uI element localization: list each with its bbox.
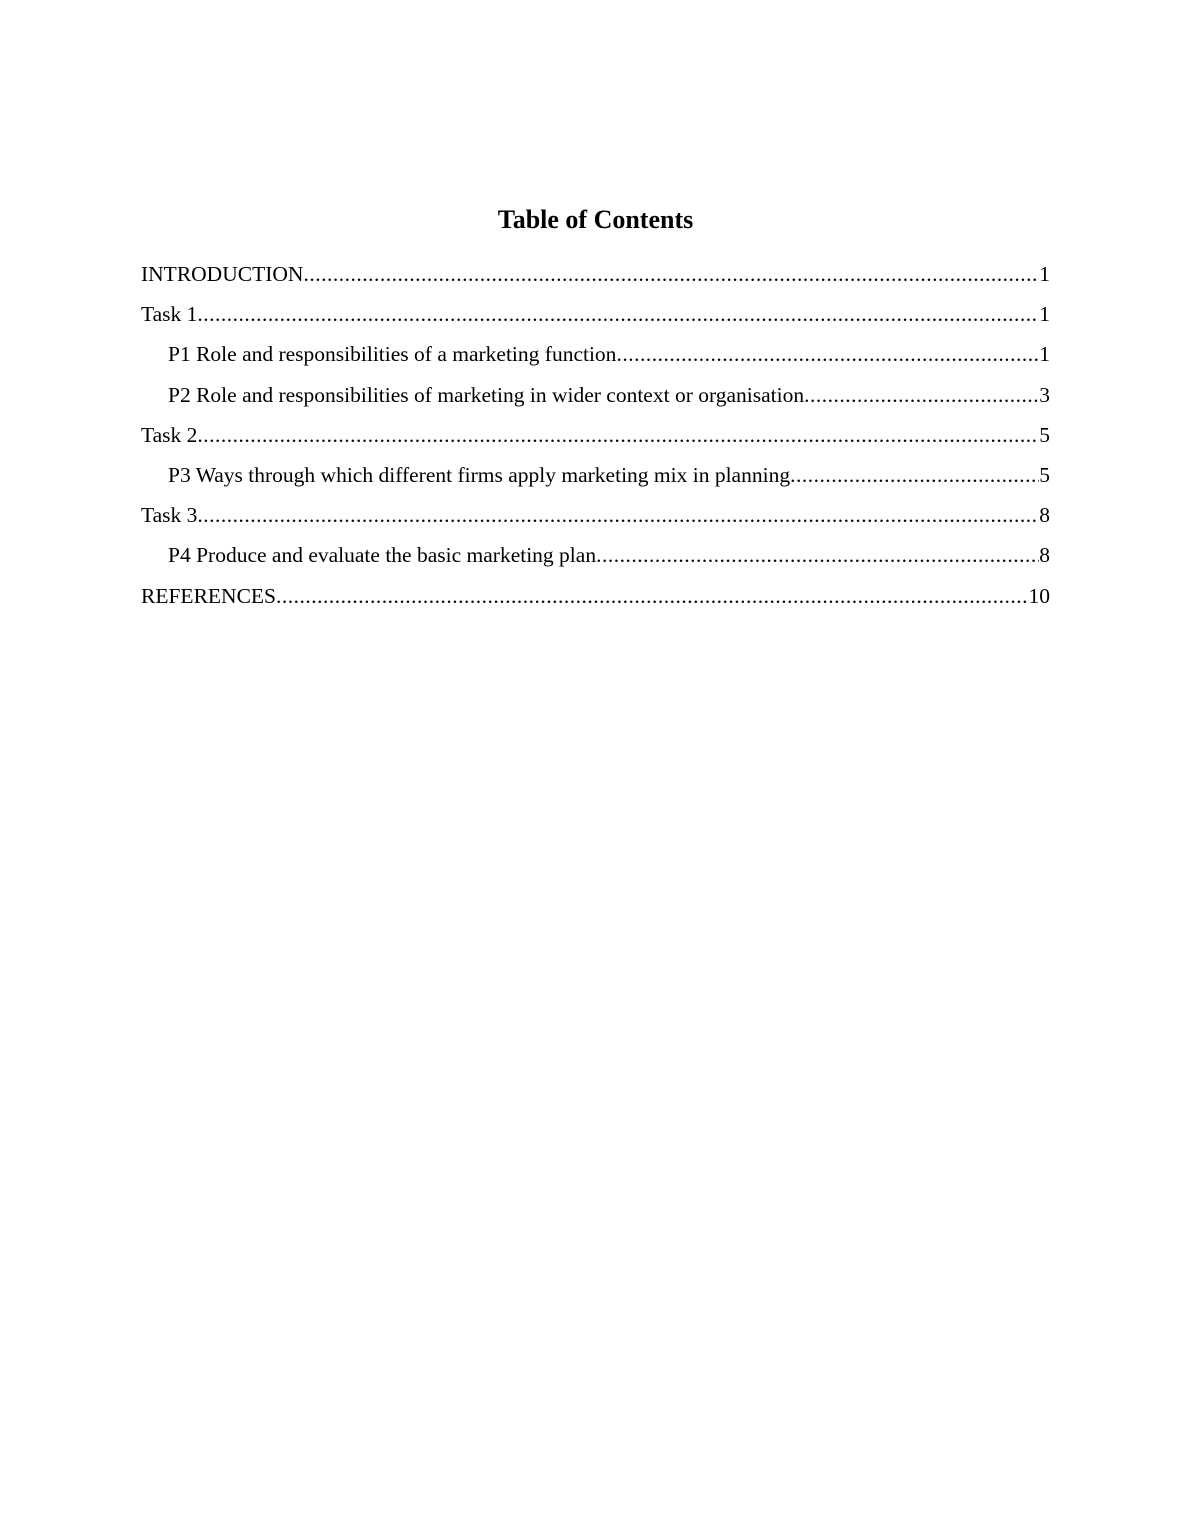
table-of-contents xyxy=(141,198,1050,616)
toc-dot-leader xyxy=(303,254,1039,294)
toc-entry-label: Task 1 xyxy=(141,302,198,327)
toc-dot-leader xyxy=(197,415,1039,455)
toc-entry-task-2[interactable] xyxy=(141,415,1050,455)
toc-entry-introduction[interactable] xyxy=(141,254,1050,294)
toc-page-number: 5 xyxy=(1039,422,1050,447)
toc-entry-label: Task 2 xyxy=(141,422,198,447)
toc-entry-label: REFERENCES xyxy=(141,583,276,608)
toc-title: Table of Contents xyxy=(497,205,694,234)
toc-entry-label: P2 Role and responsibilities of marketing in wider context or organisation xyxy=(168,382,805,407)
toc-dot-leader xyxy=(804,375,1039,415)
toc-entry-label: INTRODUCTION xyxy=(141,262,304,286)
toc-dot-leader xyxy=(596,535,1039,575)
toc-entry-task-3[interactable] xyxy=(141,495,1050,535)
toc-entry-p1[interactable] xyxy=(141,334,1050,374)
toc-entry-label: P4 Produce and evaluate the basic marketing plan xyxy=(168,543,597,568)
toc-page-number: 1 xyxy=(1039,342,1050,367)
toc-entry-label: Task 3 xyxy=(141,503,198,528)
toc-dot-leader xyxy=(197,294,1039,334)
toc-dot-leader xyxy=(276,576,1029,616)
toc-page-number: 5 xyxy=(1039,462,1050,487)
toc-list xyxy=(141,254,1050,616)
toc-entry-references[interactable] xyxy=(141,576,1050,616)
toc-page-number: 1 xyxy=(1039,302,1050,327)
toc-page-number: 10 xyxy=(1028,583,1050,608)
toc-dot-leader xyxy=(790,455,1039,495)
toc-entry-label: P1 Role and responsibilities of a marketing function xyxy=(168,342,617,367)
toc-page-number: 8 xyxy=(1039,503,1050,528)
toc-entry-p4[interactable] xyxy=(141,535,1050,575)
toc-entry-p2[interactable] xyxy=(141,375,1050,415)
toc-page-number: 8 xyxy=(1039,543,1050,568)
toc-entry-p3[interactable] xyxy=(141,455,1050,495)
toc-entry-task-1[interactable] xyxy=(141,294,1050,334)
toc-entry-label: P3 Ways through which different firms apply marketing mix in planning xyxy=(168,462,791,487)
toc-dot-leader xyxy=(197,495,1039,535)
toc-page-number: 3 xyxy=(1039,382,1050,407)
toc-page-number: 1 xyxy=(1039,262,1050,286)
toc-dot-leader xyxy=(616,334,1039,374)
